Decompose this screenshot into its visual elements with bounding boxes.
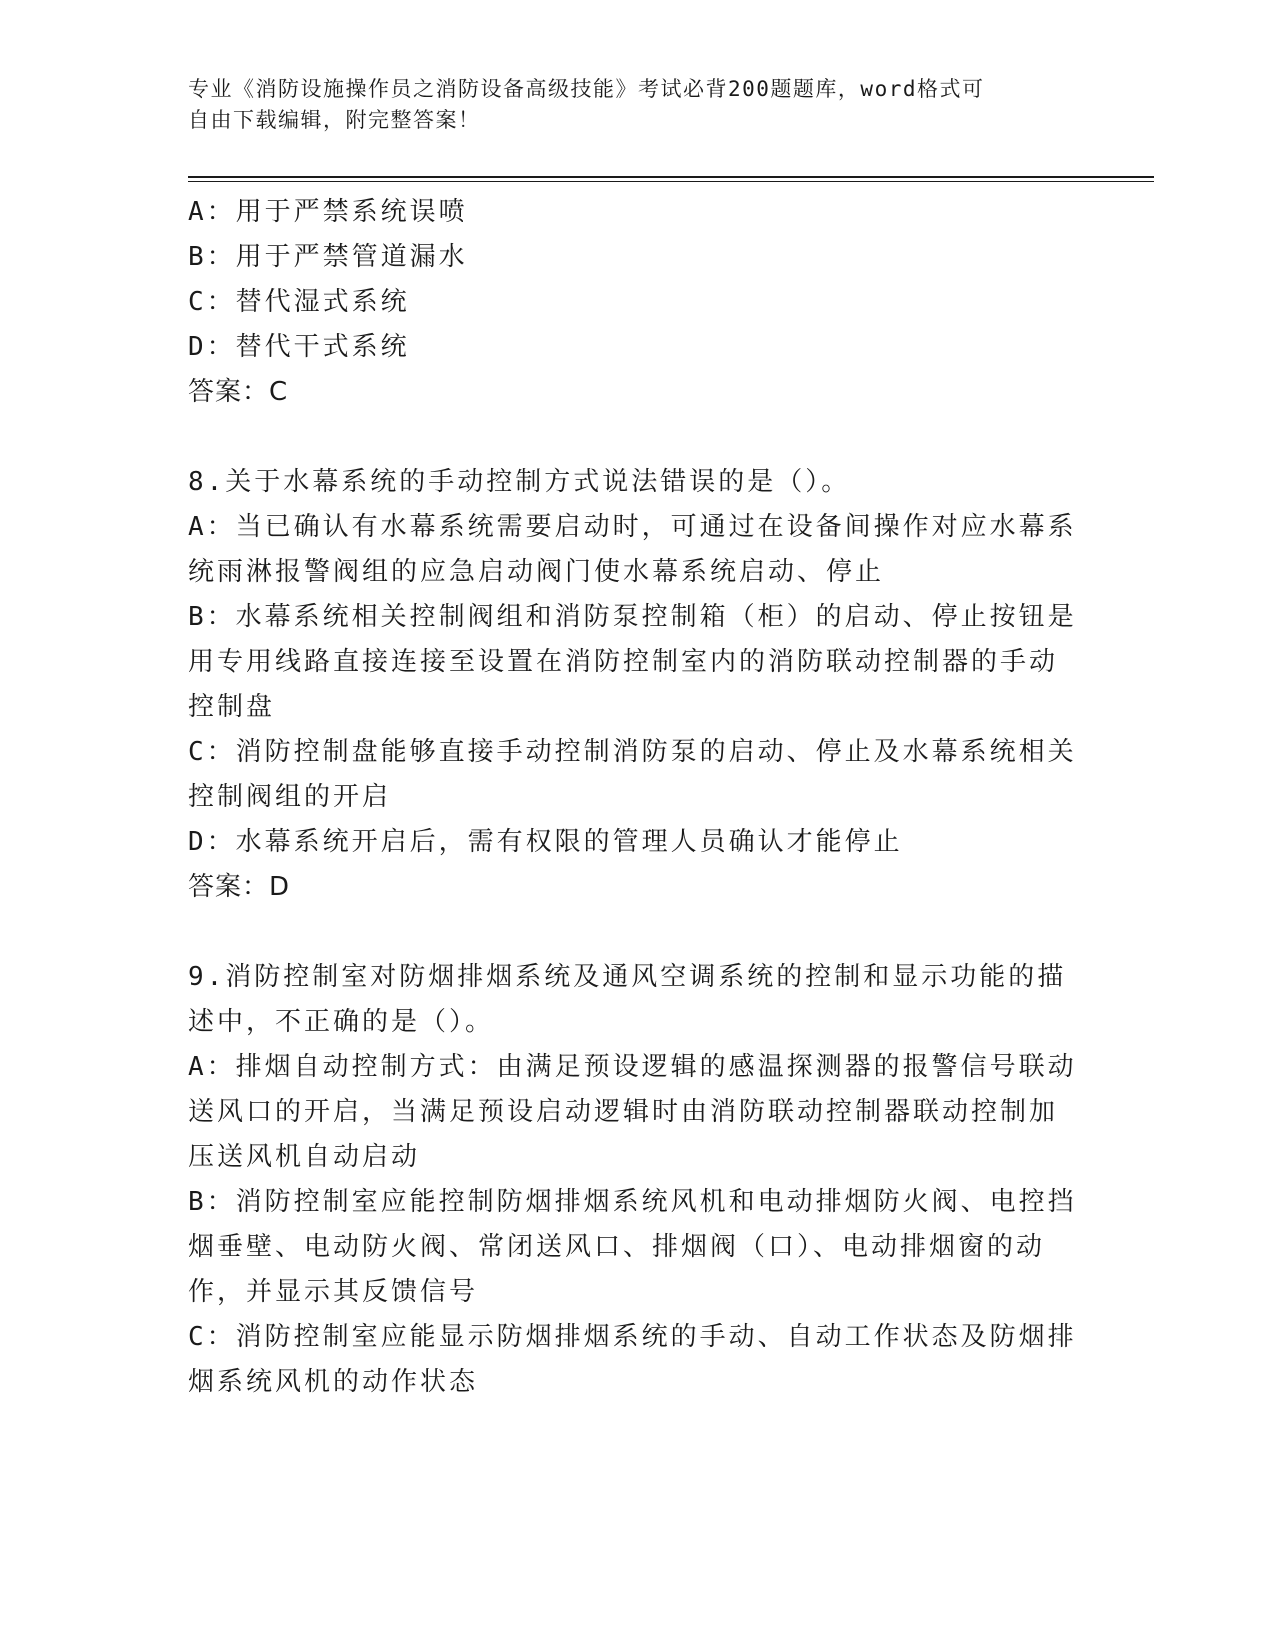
option-a: A：当已确认有水幕系统需要启动时，可通过在设备间操作对应水幕系 [188,512,1077,542]
option-b-cont: 烟垂壁、电动防火阀、常闭送风口、排烟阀（口）、电动排烟窗的动 [188,1232,1046,1262]
question-text: 9.消防控制室对防烟排烟系统及通风空调系统的控制和显示功能的描 [188,962,1067,992]
option-d: D：替代干式系统 [188,332,410,362]
question-9-block [188,955,1088,1405]
header-divider-thin [188,181,1154,182]
option-a-cont: 统雨淋报警阀组的应急启动阀门使水幕系统启动、停止 [188,557,885,587]
option-b-cont: 用专用线路直接连接至设置在消防控制室内的消防联动控制器的手动 [188,647,1059,677]
header-line: 专业《消防设施操作员之消防设备高级技能》考试必背200题题库，word格式可 [188,77,985,101]
option-a-cont: 送风口的开启，当满足预设启动逻辑时由消防联动控制器联动控制加 [188,1097,1059,1127]
option-b: B：水幕系统相关控制阀组和消防泵控制箱（柜）的启动、停止按钮是 [188,602,1077,632]
option-c: C：消防控制盘能够直接手动控制消防泵的启动、停止及水幕系统相关 [188,737,1077,767]
question-text-cont: 述中，不正确的是（）。 [188,1007,495,1037]
option-a-cont: 压送风机自动启动 [188,1142,421,1172]
option-c-cont: 烟系统风机的动作状态 [188,1367,479,1397]
option-b-cont: 控制盘 [188,692,276,722]
question-text: 8.关于水幕系统的手动控制方式说法错误的是（）。 [188,467,851,497]
answer-line: 答案：D [188,872,291,902]
option-a: A：用于严禁系统误喷 [188,197,468,227]
option-c: C：消防控制室应能显示防烟排烟系统的手动、自动工作状态及防烟排 [188,1322,1077,1352]
option-c: C：替代湿式系统 [188,287,410,317]
option-b: B：消防控制室应能控制防烟排烟系统风机和电动排烟防火阀、电控挡 [188,1187,1077,1217]
option-b-cont: 作，并显示其反馈信号 [188,1277,479,1307]
answer-line: 答案：C [188,377,289,407]
option-c-cont: 控制阀组的开启 [188,782,392,812]
spacer [188,910,1088,955]
option-a: A：排烟自动控制方式：由满足预设逻辑的感温探测器的报警信号联动 [188,1052,1077,1082]
spacer [188,415,1088,460]
header-line: 自由下载编辑，附完整答案！ [188,108,481,132]
document-body [188,190,1088,1405]
document-header [188,74,1068,136]
header-divider [188,176,1154,178]
option-d: D：水幕系统开启后，需有权限的管理人员确认才能停止 [188,827,903,857]
option-b: B：用于严禁管道漏水 [188,242,468,272]
question-7-block [188,190,1088,415]
question-8-block [188,460,1088,910]
